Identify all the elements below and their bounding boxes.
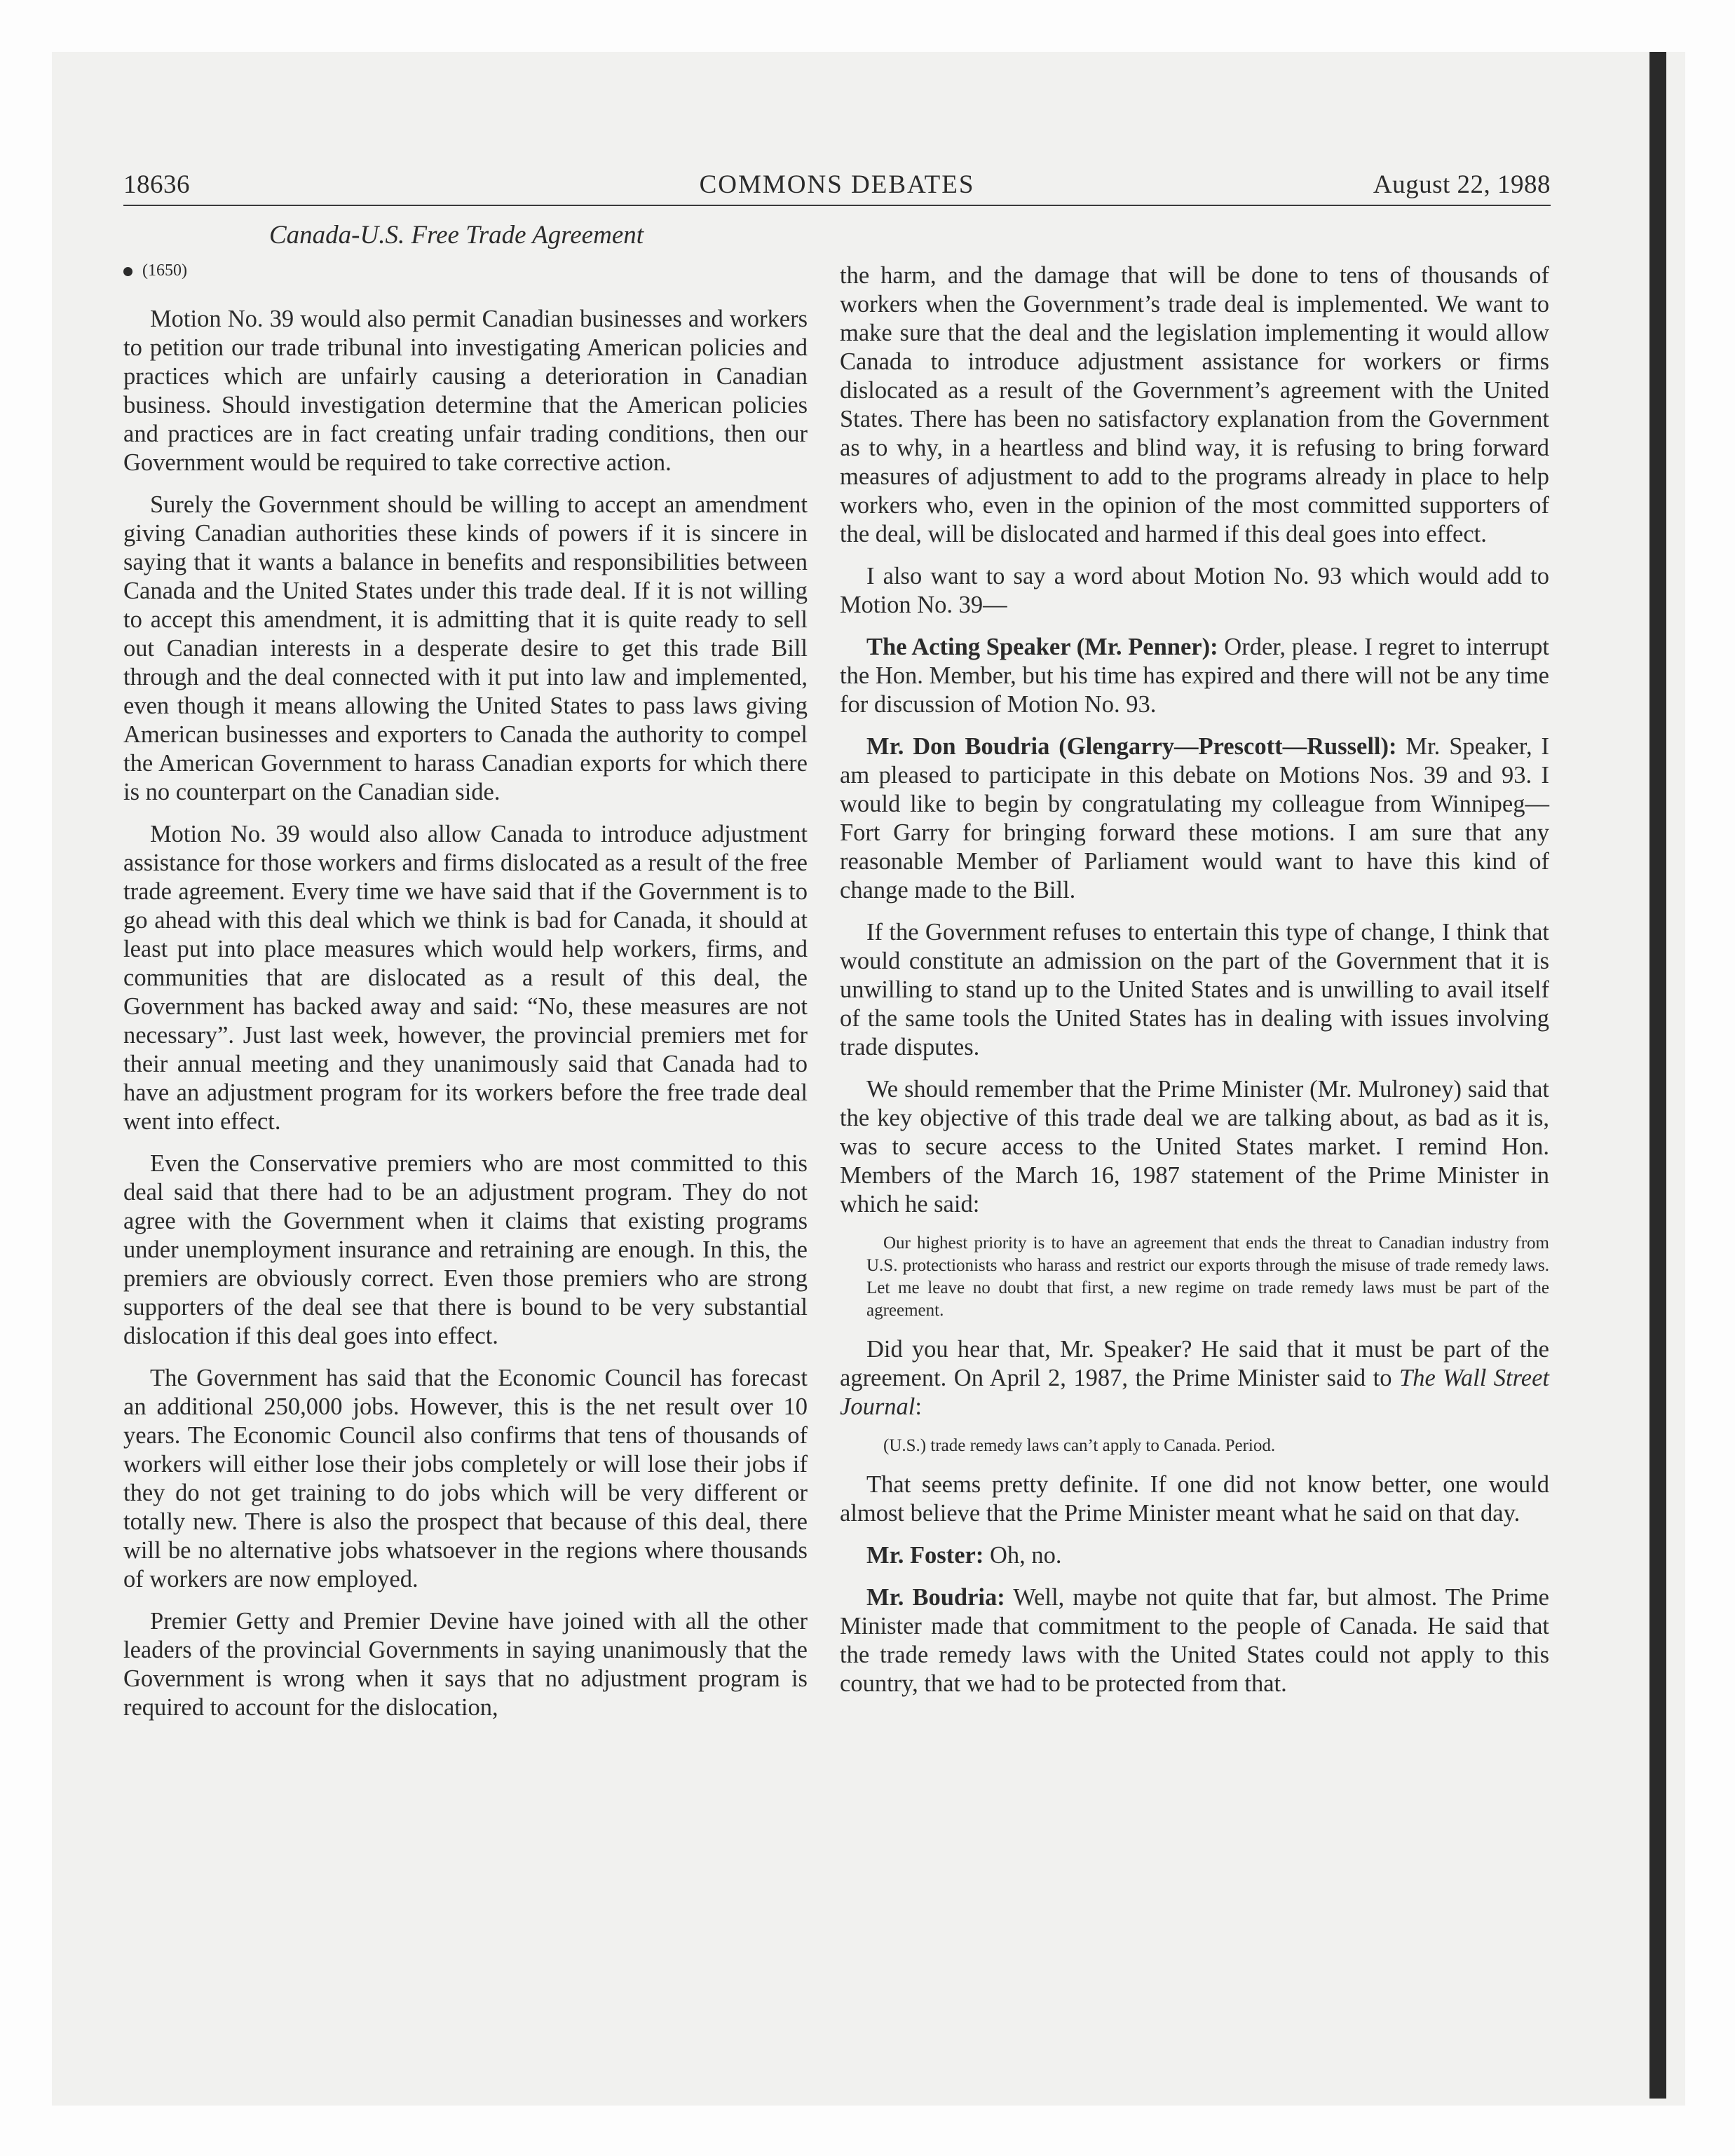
block-quote: Our highest priority is to have an agreement that ends the threat to Canadian industry from U.S. protectionists who harass and restrict our exports through the misuse of trade remedy laws. Let me leave no doubt that first, a new regime on trade remedy laws must be part of the agreement.: [866, 1234, 1549, 1320]
speech: [840, 1541, 1549, 1570]
publication-name: The Wall Street Journal: [840, 1365, 1550, 1420]
bullet-icon: [123, 267, 132, 276]
paragraph: Motion No. 39 would also allow Canada to introduce adjustment assistance for those workers and firms dislocated as a result of the free trade agreement. Every time we have said that if the Government is to go ahead with this deal which we think is bad for Canada, it should at least put into place measures which would help workers, firms, and communities that are dislocated as a result of this deal, the Government has backed away and said: “No, these measures are not necessary”. Just last week, however, the provincial premiers met for their annual meeting and they unanimously said that Canada had to have an adjustment program for its workers before the free trade deal went into effect.: [123, 821, 808, 1135]
paragraph: The Government has said that the Economic Council has forecast an additional 250,000 jobs. However, this is the net result over 10 years. The Economic Council also confirms that tens of thousands of workers will either lose their jobs completely or will lose their jobs if they do not get training to do jobs which will be very different or totally new. There is also the prospect that because of this deal, there will be no alternative jobs whatsoever in the regions where thousands of workers are now employed.: [123, 1365, 808, 1592]
speaker-name: The Acting Speaker (Mr. Penner):: [866, 634, 1218, 660]
section-subtitle: Canada-U.S. Free Trade Agreement: [269, 221, 644, 250]
speech: [840, 633, 1549, 719]
speaker-name: Mr. Foster:: [866, 1542, 984, 1569]
paragraph: We should remember that the Prime Minister (Mr. Mulroney) said that the key objective of this trade deal we are talking about, as bad as it is, was to secure access to the United States market. I remind Hon. Members of the March 16, 1987 statement of the Prime Minister in which he said:: [840, 1076, 1549, 1217]
scan-edge-bar: [1649, 52, 1666, 2099]
speech-text: Order, please. I regret to interrupt the Hon. Member, but his time has expired and there will not be any time for discussion of Motion No. 93.: [840, 634, 1549, 718]
paragraph: [840, 1335, 1549, 1421]
paragraph: Surely the Government should be willing to accept an amendment giving Canadian authorities these kinds of powers if it is sincere in saying that it wants a balance in benefits and responsibilities between Canada and the United States under this trade deal. If it is not willing to accept this amendment, it is admitting that it is quite ready to sell out Canadian interests in a desperate desire to get this trade Bill through and the deal connected with it put into law and implemented, even though it means allowing the United States to pass laws giving American businesses and exporters to Canada the authority to compel the American Government to harass Canadian exports for which there is no counterpart on the Canadian side.: [123, 491, 808, 805]
header-rule: [123, 205, 1551, 206]
page-header: [123, 165, 1551, 205]
right-column: [840, 261, 1549, 1712]
block-quote: (U.S.) trade remedy laws can’t apply to Canada. Period.: [883, 1436, 1276, 1455]
paragraph: the harm, and the damage that will be done to tens of thousands of workers when the Government’s trade deal is implemented. We want to make sure that the deal and the legislation implementing it would allow Canada to introduce adjustment assistance for workers or firms dislocated as a result of the Government’s agreement with the United States. There has been no satisfactory explanation from the Government as to why, in a heartless and blind way, it is refusing to bring forward measures of adjustment to add to the programs already in place to help workers who, even in the opinion of the most committed supporters of the deal, will be dislocated and harmed if this deal goes into effect.: [840, 262, 1549, 547]
paragraph-text: Did you hear that, Mr. Speaker? He said that it must be part of the agreement. On April 2, 1987, the Prime Minister said to: [840, 1336, 1549, 1391]
left-column: [123, 305, 808, 1735]
speaker-name: Mr. Boudria:: [866, 1584, 1005, 1611]
speaker-name: Mr. Don Boudria (Glengarry—Prescott—Russell):: [866, 733, 1397, 760]
speech: [840, 1583, 1549, 1698]
header-date: August 22, 1988: [1373, 170, 1551, 199]
speech-text: Oh, no.: [984, 1542, 1062, 1569]
page-number: 18636: [123, 170, 190, 199]
speech-text: Mr. Speaker, I am pleased to participate in this debate on Motions Nos. 39 and 93. I would like to begin by congratulating my colleague from Winnipeg—Fort Garry for bringing forward these motions. I am sure that any reasonable Member of Parliament would want to have this kind of change made to the Bill.: [840, 733, 1550, 903]
paragraph: Even the Conservative premiers who are most committed to this deal said that there had to be an adjustment program. They do not agree with the Government when it claims that existing programs under unemployment insurance and retraining are enough. In this, the premiers are obviously correct. Even those premiers who are strong supporters of the deal see that there is bound to be very substantial dislocation if this deal goes into effect.: [123, 1150, 808, 1349]
paragraph: Motion No. 39 would also permit Canadian businesses and workers to petition our trade tribunal into investigating American policies and practices which are unfairly causing a deterioration in Canadian business. Should investigation determine that the American policies and practices are in fact creating unfair trading conditions, then our Government would be required to take corrective action.: [123, 306, 808, 476]
time-label: (1650): [142, 261, 187, 280]
paragraph: That seems pretty definite. If one did not know better, one would almost believe that the Prime Minister meant what he said on that day.: [840, 1471, 1549, 1527]
time-marker: [123, 258, 187, 283]
speech-text: Well, maybe not quite that far, but almost. The Prime Minister made that commitment to the people of Canada. He said that the trade remedy laws with the United States could not apply to this country, that we had to be protected from that.: [840, 1584, 1549, 1697]
paragraph: I also want to say a word about Motion No. 93 which would add to Motion No. 39—: [840, 563, 1549, 618]
paragraph: Premier Getty and Premier Devine have joined with all the other leaders of the provincial Governments in saying unanimously that the Government is wrong when it says that no adjustment program is required to account for the dislocation,: [123, 1608, 808, 1721]
punctuation: :: [915, 1393, 922, 1420]
speech: [840, 732, 1549, 905]
paragraph: If the Government refuses to entertain this type of change, I think that would constitute an admission on the part of the Government that it is unwilling to stand up to the United States and is unwilling to avail itself of the same tools the United States has in dealing with issues involving trade disputes.: [840, 919, 1549, 1060]
publication-title: COMMONS DEBATES: [699, 170, 975, 199]
